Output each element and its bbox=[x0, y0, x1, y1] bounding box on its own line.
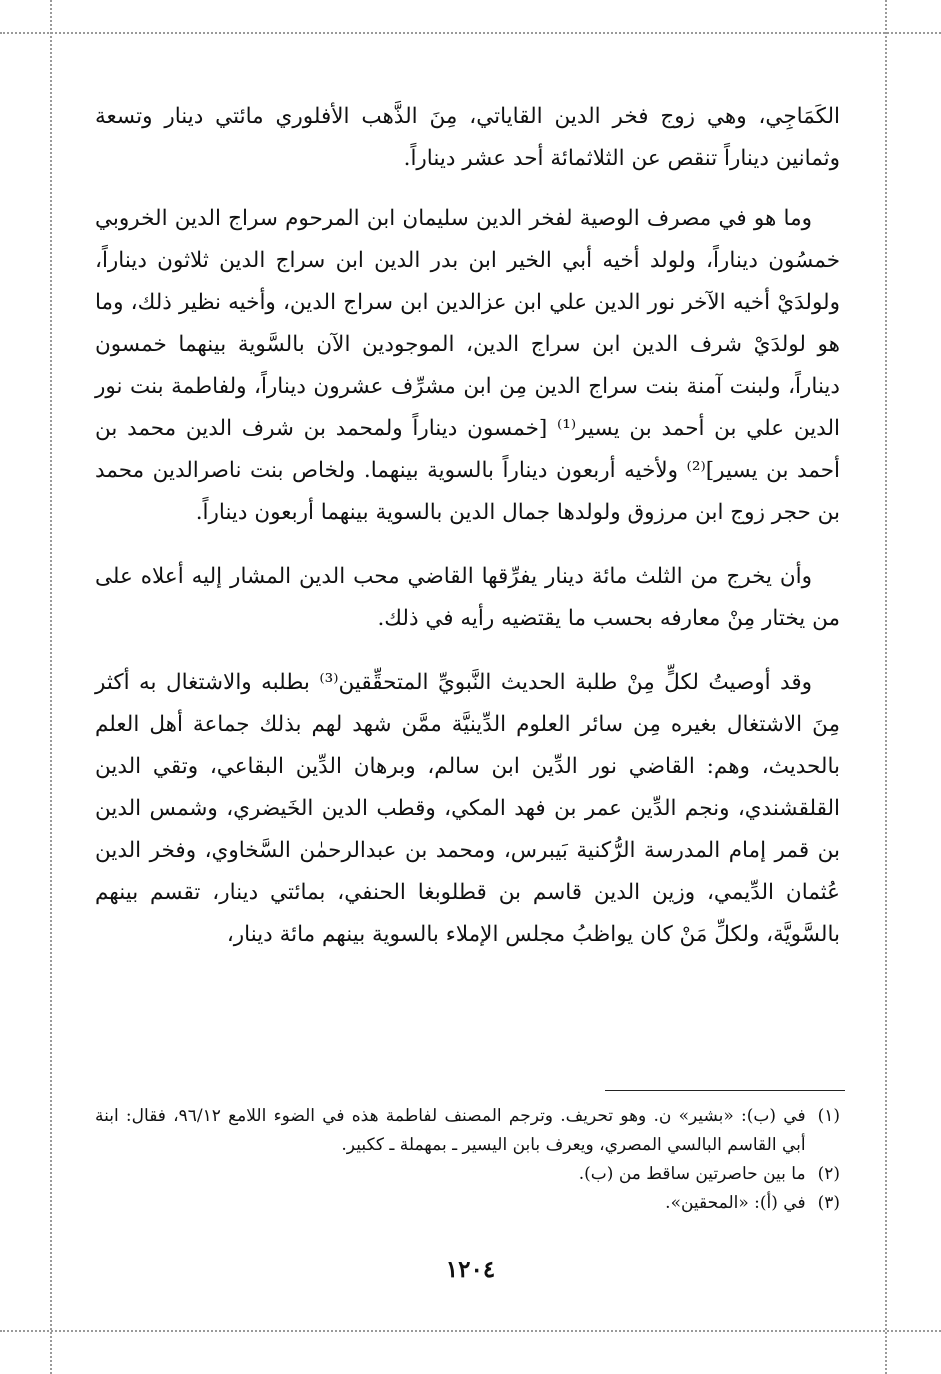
scan-margin-top bbox=[0, 32, 941, 34]
paragraph-2: وما هو في مصرف الوصية لفخر الدين سليمان ابن المرحوم سراج الدين الخروبي خمسُون ديناراً، ولولد أخيه أبي الخير ابن بدر الدين ابن سراج الدين ثلاثون ديناراً، ولولدَيْ أخيه الآخر نور الدين علي ابن عزالدين ابن سراج الدين، وأخيه نظير ذلك، وما هو لولدَيْ شرف الدين ابن سراج الدين، الموجودين الآن بالسَّوية بينهما خمسون ديناراً، ولبنت آمنة بنت سراج الدين مِن ابن مشرِّف عشرون ديناراً، ولفاطمة بنت نور الدين علي بن أحمد بن يسير⁽¹⁾ [خمسون ديناراً ولمحمد بن شرف الدين محمد بن أحمد بن يسير]⁽²⁾ ولأخيه أربعون ديناراً بالسوية بينهما. ولخاص بنت ناصرالدين محمد بن حجر زوج ابن مرزوق ولولدها جمال الدين بالسوية بينهما أربعون ديناراً. bbox=[95, 206, 840, 525]
footnote-2 bbox=[95, 1160, 840, 1189]
scan-margin-bottom bbox=[0, 1330, 941, 1332]
main-text bbox=[95, 96, 840, 978]
paragraph-1: الكَمَاجِي، وهي زوج فخر الدين القاياتي، مِنَ الذَّهب الأفلوري مائتي دينار وتسعة وثمانين ديناراً تنقص عن الثلاثمائة أحد عشر ديناراً. bbox=[95, 104, 840, 171]
footnote-1 bbox=[95, 1102, 840, 1160]
paragraph-3: وأن يخرج من الثلث مائة دينار يفرِّقها القاضي محب الدين المشار إليه أعلاه على من يختار مِنْ معارفه بحسب ما يقتضيه رأيه في ذلك. bbox=[95, 564, 840, 631]
footnote-number: (٣) bbox=[817, 1193, 840, 1213]
footnotes bbox=[95, 1102, 840, 1218]
scan-margin-left bbox=[50, 0, 52, 1374]
footnote-separator bbox=[605, 1090, 845, 1091]
footnote-text: ما بين حاصرتين ساقط من (ب). bbox=[578, 1164, 806, 1184]
footnote-text: في (ب): «بشير» ن. وهو تحريف. وترجم المصنف لفاطمة هذه في الضوء اللامع ٩٦/١٢، فقال: ابنة أبي القاسم البالسي المصري، ويعرف بابن اليسير ـ بمهملة ـ ككبير. bbox=[95, 1106, 806, 1155]
footnote-text: في (أ): «المحقين». bbox=[665, 1193, 806, 1213]
page-number: ١٢٠٤ bbox=[445, 1256, 496, 1283]
scan-margin-right bbox=[885, 0, 887, 1374]
footnote-3 bbox=[95, 1189, 840, 1218]
paragraph-4: وقد أوصيتُ لكلٍّ مِنْ طلبة الحديث النَّبويِّ المتحقِّقين⁽³⁾ بطلبه والاشتغال به أكثر مِنَ الاشتغال بغيره مِن سائر العلوم الدِّينيَّة ممَّن شهد لهم بذلك جماعة أهل العلم بالحديث، وهم: القاضي نور الدِّين ابن سالم، وبرهان الدِّين البقاعي، وتقي الدين القلقشندي، ونجم الدِّين عمر بن فهد المكي، وقطب الدين الخَيضري، وشمس الدين بن قمر إمام المدرسة الرُّكنية بَيبرس، ومحمد بن عبدالرحمٰن السَّخاوي، وفخر الدين عُثمان الدِّيمي، وزين الدين قاسم بن قطلوبغا الحنفي، بمائتي دينار، تقسم بينهم بالسَّويَّة، ولكلِّ مَنْ كان يواظبُ مجلس الإملاء بالسوية بينهم مائة دينار، bbox=[95, 670, 840, 947]
footnote-number: (١) bbox=[817, 1106, 840, 1126]
footnote-number: (٢) bbox=[817, 1164, 840, 1184]
